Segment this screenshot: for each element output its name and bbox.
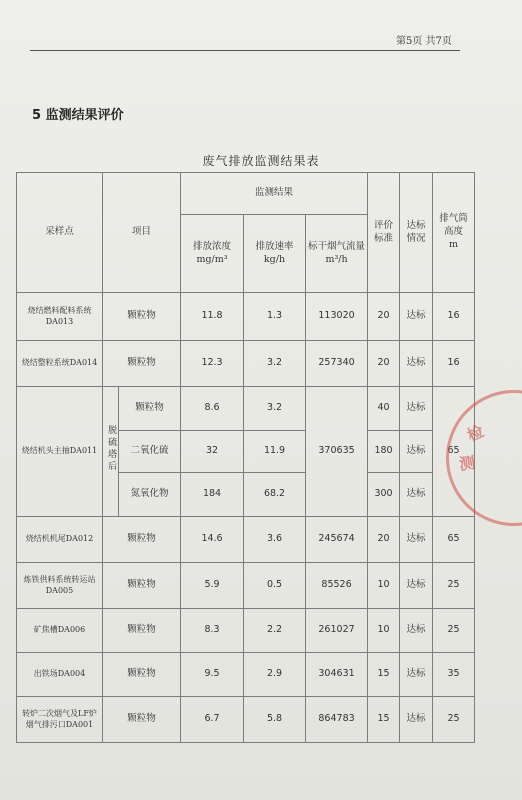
rate-cell: 68.2 <box>244 473 306 517</box>
rate-cell: 2.9 <box>244 653 306 697</box>
header-height-unit: m <box>449 238 459 250</box>
flow-cell: 370635 <box>306 387 368 517</box>
flow-cell: 245674 <box>306 517 368 563</box>
height-cell: 65 <box>433 517 475 563</box>
header-rule <box>30 50 460 51</box>
standard-cell: 40 <box>368 387 400 431</box>
sampling-point-cell: 烧结整粒系统DA014 <box>17 341 103 387</box>
standard-cell: 15 <box>368 697 400 743</box>
standard-cell: 180 <box>368 431 400 473</box>
standard-cell: 300 <box>368 473 400 517</box>
item-cell: 颗粒物 <box>103 563 181 609</box>
header-flow-label: 标干烟气流量 <box>308 240 366 252</box>
concentration-cell: 6.7 <box>181 697 244 743</box>
status-cell: 达标 <box>400 293 433 341</box>
rate-cell: 3.2 <box>244 387 306 431</box>
concentration-cell: 184 <box>181 473 244 517</box>
stamp-text-1: 检 <box>464 421 487 446</box>
header-rate-unit: kg/h <box>263 253 286 265</box>
sampling-point-cell: 出铁场DA004 <box>17 653 103 697</box>
table-row <box>17 697 475 743</box>
sampling-point-cell: 烧结机机尾DA012 <box>17 517 103 563</box>
item-cell: 颗粒物 <box>103 341 181 387</box>
height-cell: 25 <box>433 563 475 609</box>
height-cell: 25 <box>433 609 475 653</box>
table-row <box>17 517 475 563</box>
table-row <box>17 341 475 387</box>
sampling-point-cell: 转炉二次烟气及LF炉烟气排污口DA001 <box>17 697 103 743</box>
standard-cell: 20 <box>368 293 400 341</box>
page-number: 第5页 共7页 <box>396 36 452 47</box>
status-cell: 达标 <box>400 387 433 431</box>
flow-cell: 257340 <box>306 341 368 387</box>
item-cell: 二氧化硫 <box>119 431 181 473</box>
header-concentration <box>181 215 244 293</box>
item-cell: 颗粒物 <box>103 653 181 697</box>
flow-cell: 113020 <box>306 293 368 341</box>
height-cell: 25 <box>433 697 475 743</box>
sampling-point-cell: 烧结机头主抽DA011 <box>17 387 103 517</box>
height-cell: 35 <box>433 653 475 697</box>
flow-cell: 85526 <box>306 563 368 609</box>
emission-results-table <box>16 172 475 743</box>
standard-cell: 20 <box>368 341 400 387</box>
status-cell: 达标 <box>400 473 433 517</box>
rate-cell: 5.8 <box>244 697 306 743</box>
rate-cell: 3.2 <box>244 341 306 387</box>
table-row <box>17 609 475 653</box>
header-item: 项目 <box>103 173 181 293</box>
status-cell: 达标 <box>400 431 433 473</box>
height-cell: 65 <box>433 387 475 517</box>
rate-cell: 1.3 <box>244 293 306 341</box>
stamp-text-2: 测 <box>457 452 477 475</box>
flow-cell: 864783 <box>306 697 368 743</box>
status-cell: 达标 <box>400 341 433 387</box>
item-cell: 颗粒物 <box>103 293 181 341</box>
concentration-cell: 5.9 <box>181 563 244 609</box>
standard-cell: 10 <box>368 563 400 609</box>
header-sampling-point: 采样点 <box>17 173 103 293</box>
concentration-cell: 32 <box>181 431 244 473</box>
flow-cell: 261027 <box>306 609 368 653</box>
header-standard: 评价标准 <box>368 173 400 293</box>
concentration-cell: 11.8 <box>181 293 244 341</box>
sub-location-cell <box>103 387 119 517</box>
concentration-cell: 9.5 <box>181 653 244 697</box>
status-cell: 达标 <box>400 563 433 609</box>
header-height <box>433 173 475 293</box>
header-height-label: 排气筒高度 <box>439 213 468 238</box>
item-cell: 颗粒物 <box>103 609 181 653</box>
status-cell: 达标 <box>400 697 433 743</box>
concentration-cell: 8.3 <box>181 609 244 653</box>
sub-location-label: 脱硫塔后 <box>106 425 117 474</box>
item-cell: 氮氧化物 <box>119 473 181 517</box>
table-row <box>17 563 475 609</box>
table-title: 废气排放监测结果表 <box>202 154 320 168</box>
status-cell: 达标 <box>400 609 433 653</box>
rate-cell: 11.9 <box>244 431 306 473</box>
height-cell: 16 <box>433 293 475 341</box>
table-row <box>17 387 475 431</box>
status-cell: 达标 <box>400 517 433 563</box>
sampling-point-cell: 烧结燃料配料系统DA013 <box>17 293 103 341</box>
sampling-point-cell: 矿焦槽DA006 <box>17 609 103 653</box>
item-cell: 颗粒物 <box>103 697 181 743</box>
item-cell: 颗粒物 <box>103 517 181 563</box>
rate-cell: 3.6 <box>244 517 306 563</box>
sampling-point-cell: 炼铁供料系统转运站DA005 <box>17 563 103 609</box>
standard-cell: 20 <box>368 517 400 563</box>
header-flow <box>306 215 368 293</box>
section-title: 5 监测结果评价 <box>32 108 124 123</box>
standard-cell: 10 <box>368 609 400 653</box>
flow-cell: 304631 <box>306 653 368 697</box>
rate-cell: 2.2 <box>244 609 306 653</box>
header-row <box>17 173 475 215</box>
rate-cell: 0.5 <box>244 563 306 609</box>
header-monitoring-results: 监测结果 <box>181 173 368 215</box>
header-concentration-label: 排放浓度 <box>193 240 232 252</box>
header-rate-label: 排放速率 <box>255 240 294 252</box>
concentration-cell: 8.6 <box>181 387 244 431</box>
header-status: 达标情况 <box>400 173 433 293</box>
concentration-cell: 14.6 <box>181 517 244 563</box>
status-cell: 达标 <box>400 653 433 697</box>
item-cell: 颗粒物 <box>119 387 181 431</box>
table-row <box>17 653 475 697</box>
header-rate <box>244 215 306 293</box>
header-flow-unit: m³/h <box>325 253 348 265</box>
table-row <box>17 293 475 341</box>
concentration-cell: 12.3 <box>181 341 244 387</box>
height-cell: 16 <box>433 341 475 387</box>
header-concentration-unit: mg/m³ <box>196 253 228 265</box>
standard-cell: 15 <box>368 653 400 697</box>
